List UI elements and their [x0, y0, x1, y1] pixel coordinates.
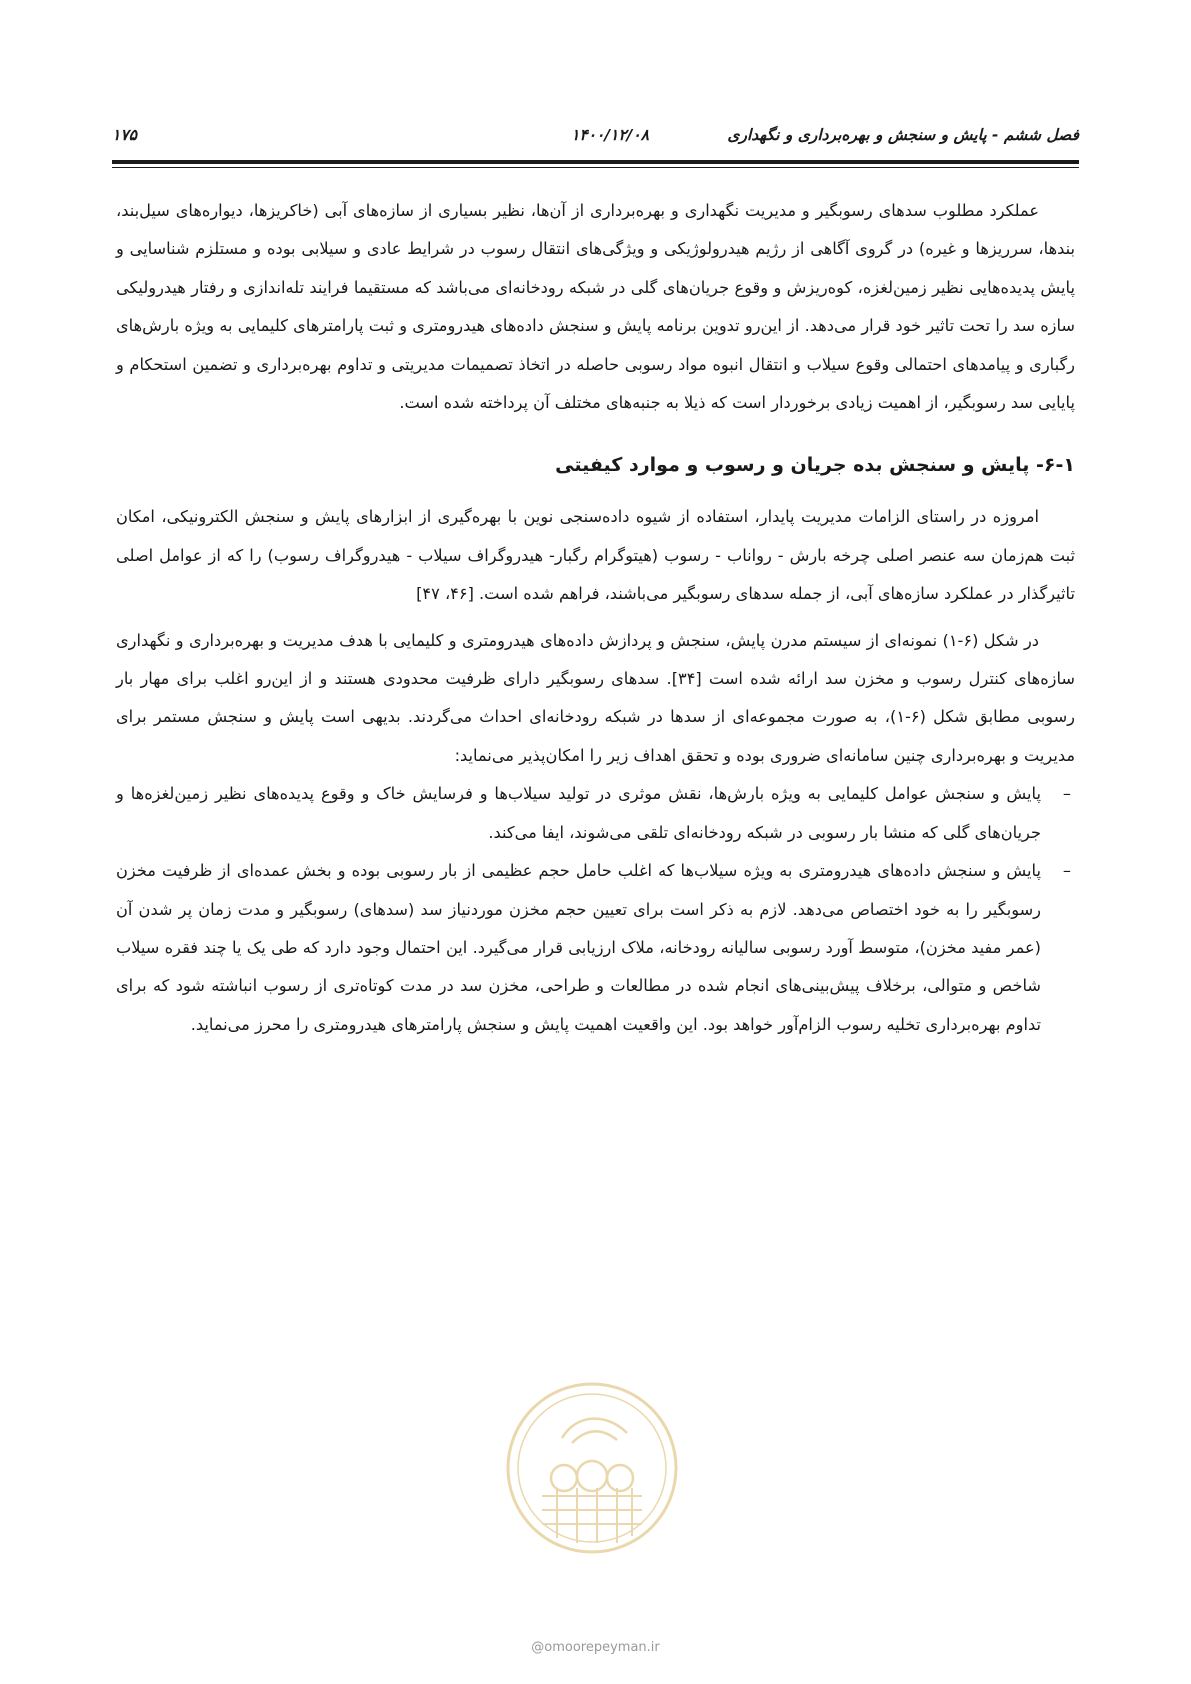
list-item — [116, 775, 1075, 852]
page-number: ۱۷۵ — [112, 126, 137, 144]
list-item — [116, 852, 1075, 1044]
bullet-list — [116, 775, 1075, 1044]
header-date: ۱۴۰۰/۱۲/۰۸ — [571, 126, 649, 144]
watermark-seal-icon — [502, 1378, 682, 1558]
paragraph-gap — [116, 614, 1075, 622]
section-paragraph-2: در شکل (۶-۱) نمونه‌ای از سیستم مدرن پایش، سنجش و پردازش داده‌های هیدرومتری و کلیمایی با هدف مدیریت و بهره‌برداری و نگهداری سازه‌های کنترل رسوب و مخزن سد ارائه شده است [۳۴]. سدهای رسوبگیر دارای ظرفیت محدودی هستند و از این‌رو اغلب برای مهار بار رسوبی مطابق شکل (۶-۱)، به صورت مجموعه‌ای از سدها در شبکه رودخانه‌ای احداث می‌گردند. بدیهی است پایش و سنجش مستمر برای مدیریت و بهره‌برداری چنین سامانه‌ای ضروری بوده و تحقق اهداف زیر را امکان‌پذیر می‌نماید: — [116, 630, 1075, 765]
page-body — [116, 192, 1075, 1044]
bullet-dash: – — [1062, 784, 1071, 804]
bullet-text: پایش و سنجش عوامل کلیمایی به ویژه بارش‌ها، نقش موثری در تولید سیلاب‌ها و فرسایش خاک و وقوع پدیده‌های نظیر زمین‌لغزه‌ها و جریان‌های گلی که منشا بار رسوبی در شبکه رودخانه‌ای تلقی می‌شوند، ایفا می‌کند. — [116, 784, 1041, 842]
section-paragraph-1: امروزه در راستای الزامات مدیریت پایدار، استفاده از شیوه داده‌سنجی نوین با بهره‌گیری از ابزارهای پایش و سنجش الکترونیکی، امکان ثبت هم‌زمان سه عنصر اصلی چرخه بارش - رواناب - رسوب (هیتوگرام رگبار- هیدروگراف سیلاب - هیدروگراف رسوب) را که از عوامل اصلی تاثیرگذار در عملکرد سازه‌های آبی، از جمله سدهای رسوبگیر می‌باشند، فراهم شده است. [۴۶، ۴۷] — [116, 507, 1075, 604]
header-rule-thick — [112, 160, 1079, 164]
header-rule-thin — [112, 167, 1079, 168]
chapter-title: فصل ششم - پایش و سنجش و بهره‌برداری و نگهداری — [727, 126, 1079, 144]
watermark-site: @omoorepeyman.ir — [531, 1640, 660, 1655]
page-header — [112, 118, 1079, 150]
bullet-text: پایش و سنجش داده‌های هیدرومتری به ویژه سیلاب‌ها که اغلب حامل حجم عظیمی از بار رسوبی بوده و بخش عمده‌ای از ظرفیت مخزن رسوبگیر را به خود اختصاص می‌دهد. لازم به ذکر است برای تعیین حجم مخزن موردنیاز سد (سدهای) رسوبگیر و مدت زمان پر شدن آن (عمر مفید مخزن)، متوسط آورد رسوبی سالیانه رودخانه، ملاک ارزیابی قرار می‌گیرد. این احتمال وجود دارد که طی یک یا چند فقره سیلاب شاخص و متوالی، برخلاف پیش‌بینی‌های انجام شده در مطالعات و طراحی، مخزن سد در مدت کوتاه‌تری از رسوب انباشته شود که برای تداوم بهره‌برداری تخلیه رسوب الزام‌آور خواهد بود. این واقعیت اهمیت پایش و سنجش پارامترهای هیدرومتری را محرز می‌نماید. — [116, 861, 1041, 1034]
intro-paragraph: عملکرد مطلوب سدهای رسوبگیر و مدیریت نگهداری و بهره‌برداری از آن‌ها، نظیر بسیاری از سازه‌های آبی (خاکریزها، دیواره‌های سیل‌بند، بندها، سرریزها و غیره) در گروی آگاهی از رژیم هیدرولوژیکی و ویژگی‌های انتقال رسوب در شرایط عادی و سیلابی بوده و مستلزم شناسایی و پایش پدیده‌هایی نظیر زمین‌لغزه، کوه‌ریزش و وقوع جریان‌های گلی در شبکه رودخانه‌ای می‌باشد که مستقیما فرایند تله‌اندازی و رفتار هیدرولیکی سازه سد را تحت تاثیر خود قرار می‌دهد. از این‌رو تدوین برنامه پایش و سنجش داده‌های هیدرومتری و ثبت پارامترهای کلیمایی به ویژه بارش‌های رگباری و پیامدهای احتمالی وقوع سیلاب و انتقال انبوه مواد رسوبی حاصله در اتخاذ تصمیمات مدیریتی و تداوم بهره‌برداری و تضمین استحکام و پایایی سد رسوبگیر، از اهمیت زیادی برخوردار است که ذیلا به جنبه‌های مختلف آن پرداخته شده است. — [116, 201, 1075, 413]
section-heading: ۶-۱- پایش و سنجش بده جریان و رسوب و موارد کیفیتی — [555, 454, 1075, 477]
bullet-dash: – — [1062, 861, 1071, 881]
